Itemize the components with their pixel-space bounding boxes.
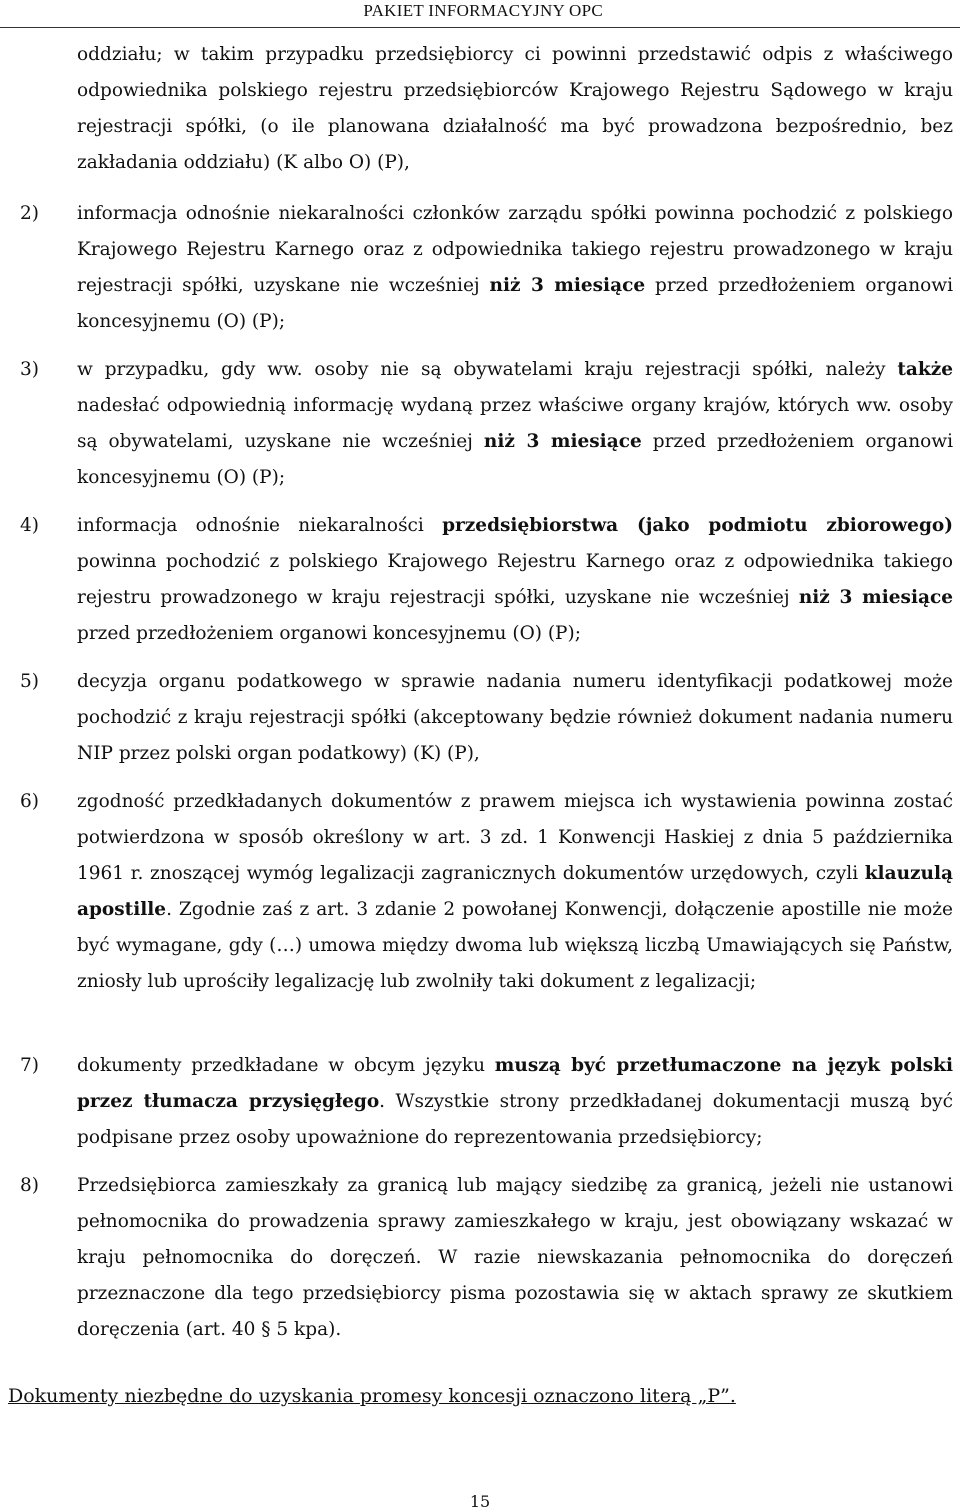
bold-text: niż 3 miesiące xyxy=(798,587,953,608)
text-segment: Przedsiębiorca zamieszkały za granicą lub mający siedzibę za granicą, jeżeli nie ustanowi pełnomocnika do prowadzenia sprawy zamieszkałego w kraju, jest obowiązany wskazać w kraju pełnomocnika do doręczeń. W razie niewskazania pełnomocnika do doręczeń przeznaczone dla tego przedsiębiorcy pisma pozostawia się w aktach sprawy ze skutkiem doręczenia (art. 40 § 5 kpa). xyxy=(77,1175,953,1340)
list-item-number: 2) xyxy=(20,203,39,224)
list-item xyxy=(0,508,953,652)
list-item xyxy=(0,664,953,772)
bold-text: niż 3 miesiące xyxy=(489,275,646,296)
list-item-text xyxy=(77,664,953,772)
list-item-number: 3) xyxy=(20,359,39,380)
list-item-text xyxy=(77,508,953,652)
list-item-number: 7) xyxy=(20,1055,39,1076)
list-item xyxy=(0,196,953,340)
promesa-note: Dokumenty niezbędne do uzyskania promesy koncesji oznaczono literą „P”. xyxy=(8,1385,736,1407)
list-item-number: 5) xyxy=(20,671,39,692)
list-item-text xyxy=(77,784,953,1000)
list-item-text xyxy=(77,1048,953,1156)
list-item xyxy=(0,1168,953,1348)
list-item-number: 4) xyxy=(20,515,39,536)
text-segment: nadesłać odpowiednią informację wydaną przez właściwe organy krajów, których ww. osoby są obywatelami, uzyskane nie wcześniej xyxy=(77,395,953,452)
bold-text: przedsiębiorstwa (jako podmiotu zbiorowego) xyxy=(442,515,953,536)
text-segment: powinna pochodzić z polskiego Krajowego Rejestru Karnego oraz z odpowiednika takiego rejestru prowadzonego w kraju rejestracji spółki, uzyskane nie wcześniej xyxy=(77,551,953,608)
text-segment: dokumenty przedkładane w obcym języku xyxy=(77,1055,495,1076)
list-item-text xyxy=(77,196,953,340)
text-segment: przed przedłożeniem organowi koncesyjnemu (O) (P); xyxy=(77,275,954,332)
text-segment: zgodność przedkładanych dokumentów z prawem miejsca ich wystawienia powinna zostać potwierdzona w sposób określony w art. 3 zd. 1 Konwencji Haskiej z dnia 5 października 1961 r. znoszącej wymóg legalizacji zagranicznych dokumentów urzędowych, czyli xyxy=(77,791,953,884)
continuation-paragraph: oddziału; w takim przypadku przedsiębiorcy ci powinni przedstawić odpis z właściwego odpowiednika polskiego rejestru przedsiębiorców Krajowego Rejestru Sądowego w kraju rejestracji spółki, (o ile planowana działalność ma być prowadzona bezpośrednio, bez zakładania oddziału) (K albo O) (P), xyxy=(77,44,953,173)
text-segment: w przypadku, gdy ww. osoby nie są obywatelami kraju rejestracji spółki, należy xyxy=(77,359,898,380)
bold-text: klauzulą apostille xyxy=(77,863,953,920)
list-item-text xyxy=(77,1168,953,1348)
text-segment: . Wszystkie strony przedkładanej dokumentacji muszą być podpisane przez osoby upoważnione do reprezentowania przedsiębiorcy; xyxy=(77,1091,953,1148)
bold-text: niż 3 miesiące xyxy=(483,431,642,452)
list-item xyxy=(0,1048,953,1156)
list-item-number: 6) xyxy=(20,791,39,812)
bold-text: także xyxy=(897,359,953,380)
list-item xyxy=(0,784,953,1000)
text-segment: informacja odnośnie niekaralności xyxy=(77,515,443,536)
text-segment: przed przedłożeniem organowi koncesyjnemu (O) (P); xyxy=(77,623,581,644)
header-title: PAKIET INFORMACYJNY OPC xyxy=(363,1,603,20)
text-segment: decyzja organu podatkowego w sprawie nadania numeru identyfikacji podatkowej może pochodzić z kraju rejestracji spółki (akceptowany będzie również dokument nadania numeru NIP przez polski organ podatkowy) (K) (P), xyxy=(77,671,953,764)
text-segment: informacja odnośnie niekaralności członków zarządu spółki powinna pochodzić z polskiego Krajowego Rejestru Karnego oraz z odpowiednika takiego rejestru prowadzonego w kraju rejestracji spółki, uzyskane nie wcześniej xyxy=(77,203,953,296)
bold-text: muszą być przetłumaczone na język polski przez tłumacza przysięgłego xyxy=(77,1055,953,1112)
page-number: 15 xyxy=(469,1492,491,1511)
page-header xyxy=(0,0,960,28)
list-item xyxy=(0,352,953,496)
list-item-number: 8) xyxy=(20,1175,39,1196)
text-segment: . Zgodnie zaś z art. 3 zdanie 2 powołanej Konwencji, dołączenie apostille nie może być wymagane, gdy (…) umowa między dwoma lub większą liczbą Umawiających się Państw, zniosły lub uprościły legalizację lub zwolniły taki dokument z legalizacji; xyxy=(77,899,953,992)
list-item-text xyxy=(77,352,953,496)
text-segment: przed przedłożeniem organowi koncesyjnemu (O) (P); xyxy=(77,431,954,488)
